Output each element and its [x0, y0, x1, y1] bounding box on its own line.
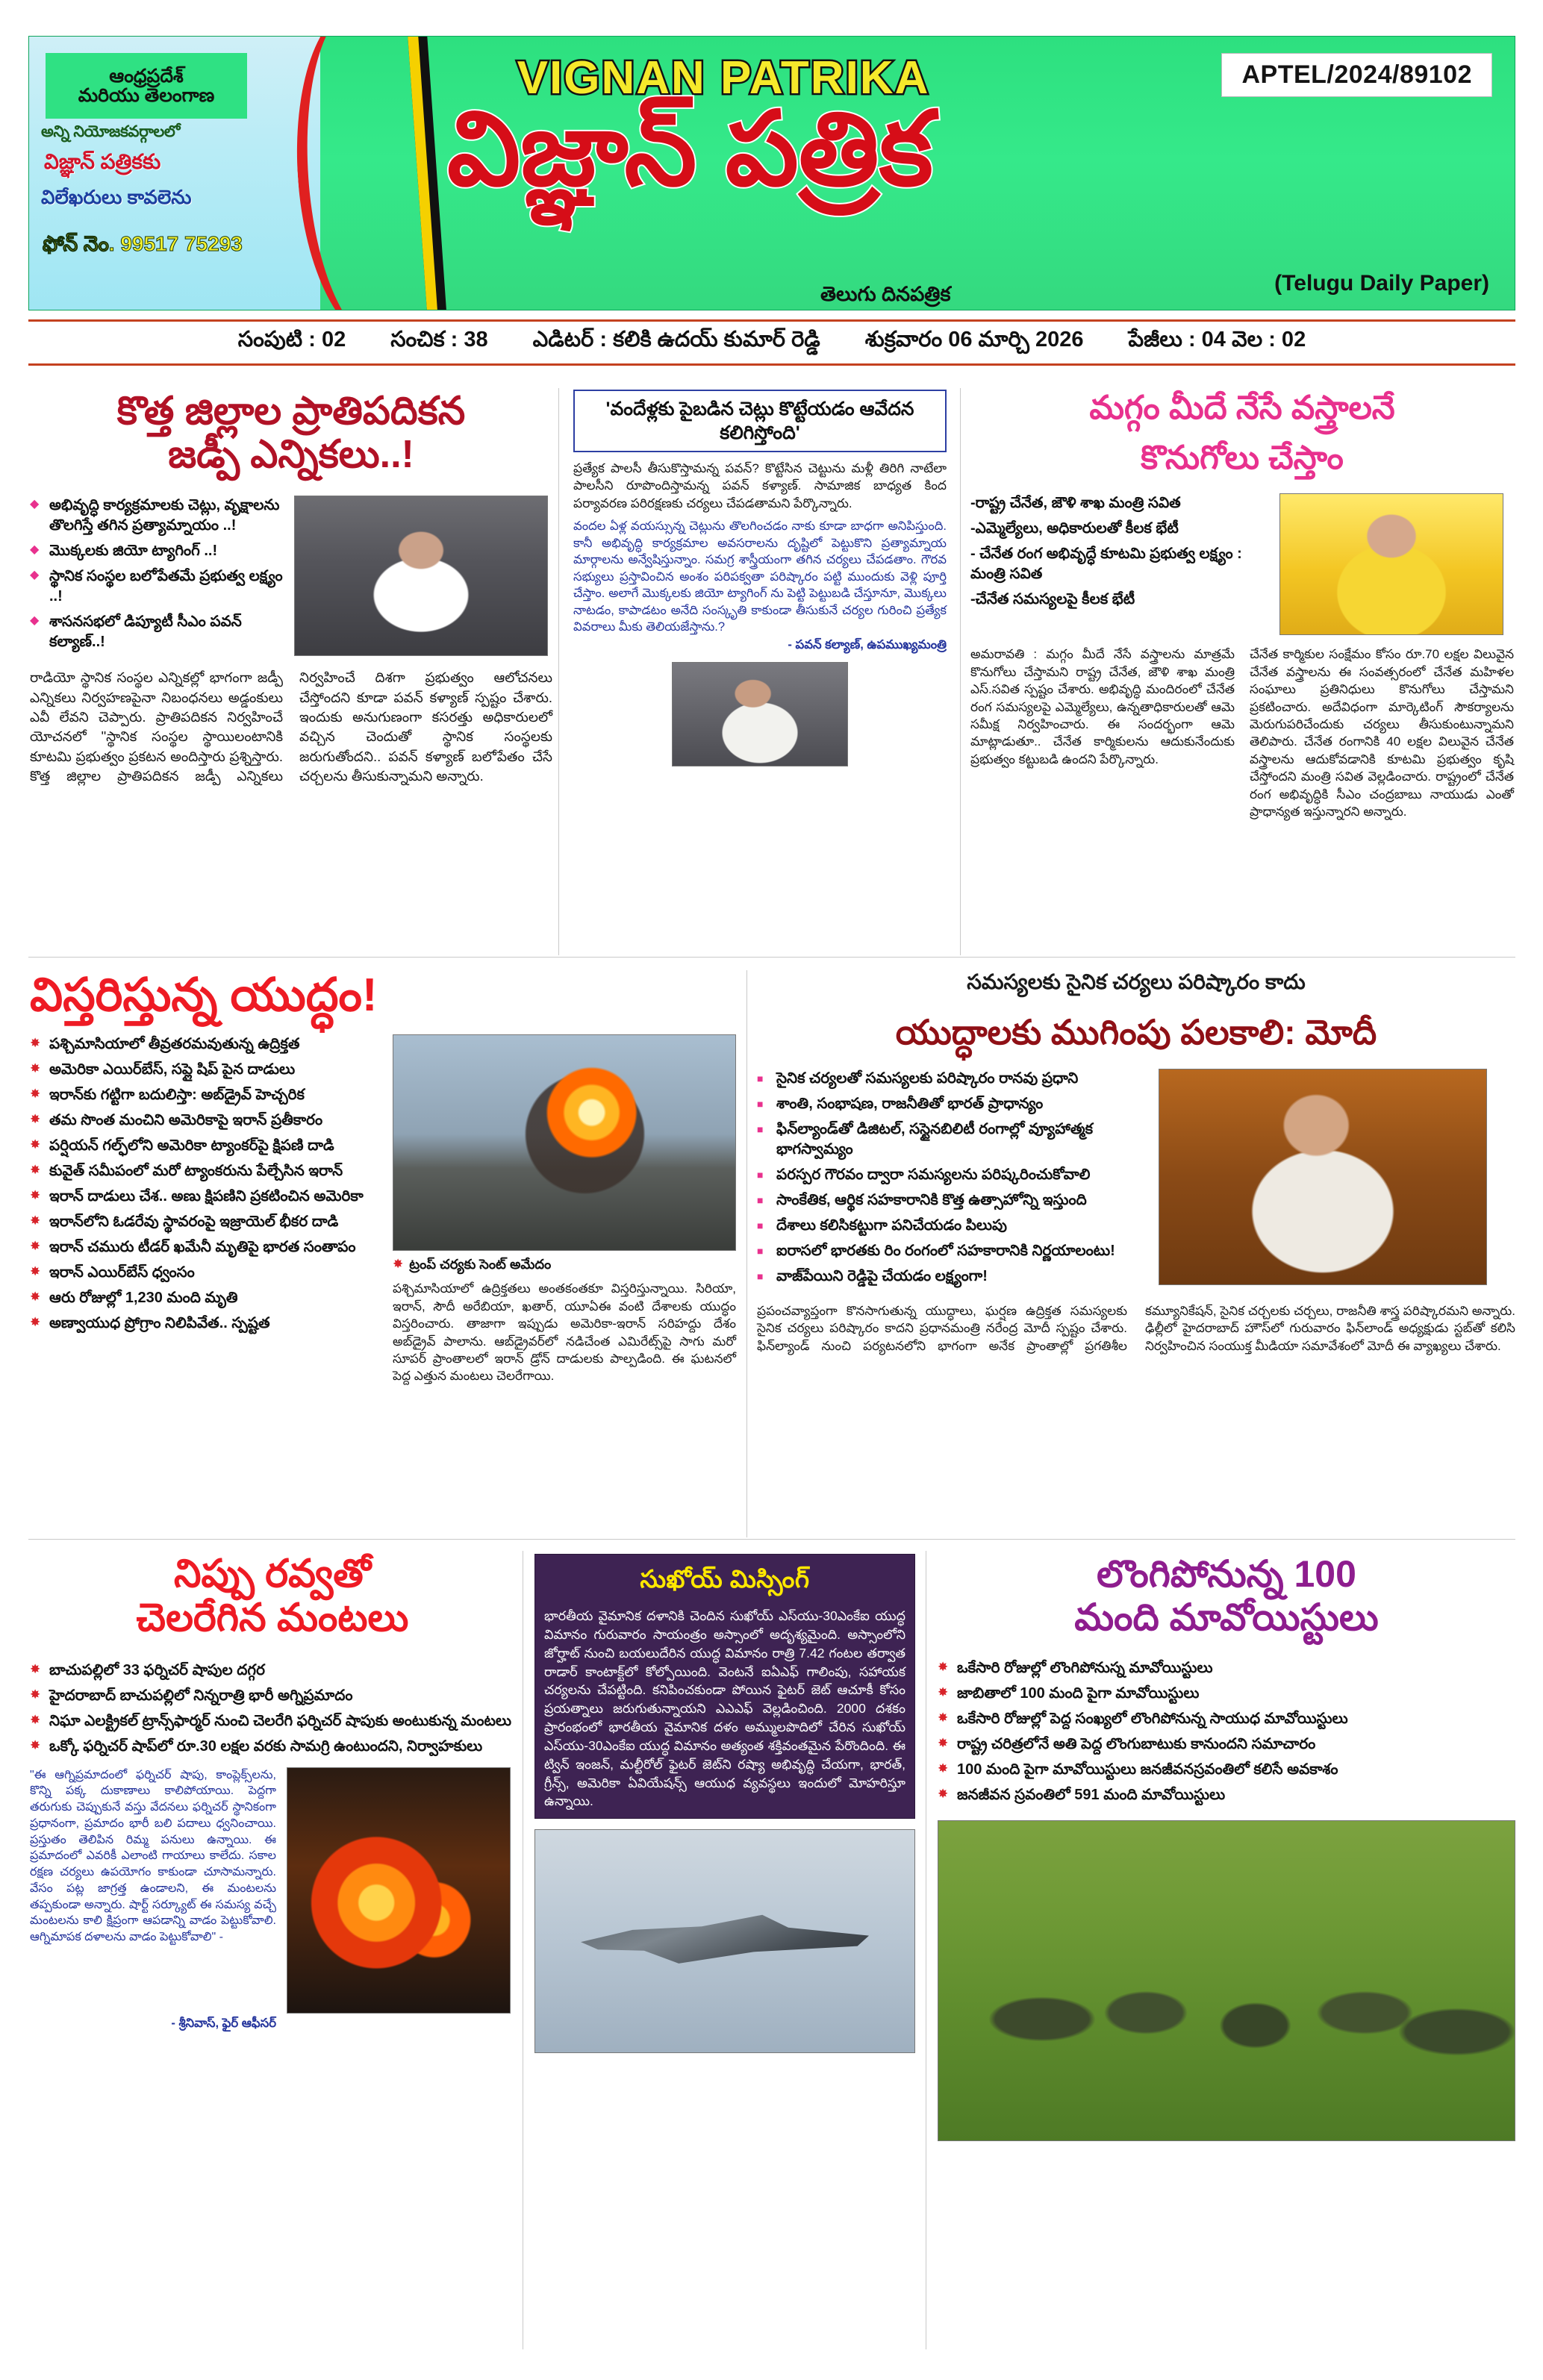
daily-paper-label: (Telugu Daily Paper) [1274, 271, 1489, 296]
photo-pawan-kalyan-mic [672, 662, 848, 766]
list-item: ■ పరస్పర గౌరవం ద్వారా సమస్యలను పరిష్కరించుకోవాలి [757, 1165, 1145, 1185]
article-expanding-war [30, 970, 741, 1385]
pages-price-label: పేజీలు : 04 వెల : 02 [1128, 328, 1306, 352]
list-item: ■ వాజ్‌పేయిని రెడ్డిపై చేయడం లక్ష్యంగా! [757, 1266, 1145, 1287]
list-item: ✸ హైదరాబాద్ బాచుపల్లిలో నిన్నరాత్రి భారీ అగ్నిప్రమాదం [30, 1686, 515, 1706]
handloom-bullet-list [970, 493, 1269, 635]
list-item: ✸ ఆరు రోజుల్లో 1,230 మంది మృతి [30, 1288, 381, 1308]
list-item: ✸ ఒకేసారి రోజుల్లో పెద్ద సంఖ్యలో లొంగిపోనున్న సాయుధ మావోయిస్టులు [938, 1709, 1515, 1729]
list-item: ✸ కువైత్ సమీపంలో మరో ట్యాంకరును పేల్చేసిన ఇరాన్ [30, 1161, 381, 1181]
masthead-reporters-wanted-line: విలేఖరులు కావలెను [41, 186, 192, 208]
list-item: -రాష్ట్ర చేనేత, జౌళి శాఖ మంత్రి సవిత [970, 495, 1181, 512]
maoist-headline-line2: మంది మావోయిస్టులు [1074, 1596, 1379, 1638]
list-item: ◆ స్థానిక సంస్థల బలోపేతమే ప్రభుత్వ లక్ష్యం ..! [30, 566, 284, 607]
list-item: - చేనేత రంగ అభివృద్ధే కూటమి ప్రభుత్వ లక్ష్యం : మంత్రి సవిత [970, 546, 1242, 583]
list-item: ✸ ఇరాన్‌కు గట్టిగా బదులిస్తా: అబ్‌డ్రైవ్ హెచ్చరిక [30, 1085, 381, 1105]
maoist-headline-line1: లొంగిపోనున్న 100 [1097, 1553, 1356, 1595]
list-item: ✸ 100 మంది పైగా మావోయిస్టులు జనజీవనస్రవంతిలో కలిసే అవకాశం [938, 1760, 1515, 1780]
photo-pawan-kalyan-speaking [294, 496, 548, 656]
list-item: ✸ జాబితాలో 100 మంది పైగా మావోయిస్టులు [938, 1684, 1515, 1704]
sukhoi-box-title: సుఖోయ్ మిస్సింగ్ [640, 1565, 810, 1593]
list-item: ✸ ఇరాన్‌లోని ఓడరేవు స్థావరంపై ఇజ్రాయెల్ భీకర దాడి [30, 1212, 381, 1232]
modi-headline: యుద్ధాలకు ముగింపు పలకాలి: మోదీ [895, 1013, 1377, 1052]
list-item: ■ దేశాలు కలిసికట్టుగా పనిచేయడం పిలుపు [757, 1216, 1145, 1236]
list-item: ■ శాంతి, సంభాషణ, రాజనీతితో భారత్ ప్రాధాన్యం [757, 1094, 1145, 1114]
list-item: ✸ నిఘా ఎలక్ట్రికల్ ట్రాన్స్‌ఫార్మర్ నుంచి చెలరేగి ఫర్నిచర్ షాపుకు అంటుకున్న మంటలు [30, 1711, 515, 1731]
war-bullet-list [30, 1034, 381, 1385]
date-label: శుక్రవారం 06 మార్చి 2026 [864, 328, 1084, 352]
list-item: ✸ ఇరాన్ చమురు టీడర్ ఖమేనీ మృతిపై భారత సంతాపం [30, 1237, 381, 1258]
photo-modi-speaking [1159, 1069, 1487, 1285]
list-item: ✸ బాచుపల్లిలో 33 ఫర్నిచర్ షాపుల దగ్గర [30, 1661, 515, 1681]
article-zp-elections [30, 390, 552, 786]
list-item: ■ సైనిక చర్యలతో సమస్యలకు పరిష్కారం రానవు ప్రధాని [757, 1069, 1145, 1089]
article-handloom-minister [970, 390, 1514, 821]
handloom-body-right: చేనేత కార్మికుల సంక్షేమం కోసం రూ.70 లక్షల విలువైన చేనేత వస్త్రాలను ఈ సంవత్సరంలో చేనేత మహిళల సంఘాలు ప్రతినిధులు కొనుగోలు చేస్తామని ప్రకటించారు. అదేవిధంగా మార్కెటింగ్ సౌకర్యాలను మెరుగుపరిచేందుకు చర్యలు తీసుకుంటున్నామని తెలిపారు. చేనేత రంగానికి 40 లక్షల విలువైన చేనేత వస్త్రాలను ఆదుకోవడానికి కూటమి ప్రభుత్వం కృషి చేస్తోందని మంత్రి సవిత వెల్లడించారు. రాష్ట్రంలో చేనేత రంగ అభివృద్ధికి సీఎం చంద్రబాబు నాయుడు ఎంతో ప్రాధాన్యత ఇస్తున్నారని అన్నారు. [1250, 647, 1514, 819]
masthead-state-line2: మరియు తెలంగాణ [78, 85, 215, 106]
column-rule [558, 388, 559, 955]
issue-label: సంచిక : 38 [390, 328, 488, 352]
list-item: -ఎమ్మెల్యేలు, అధికారులతో కీలక భేటీ [970, 520, 1179, 537]
fire-bullet-list [30, 1661, 515, 1757]
masthead-state-line1: ఆంధ్రప్రదేశ్ [109, 65, 184, 87]
list-item: ■ సాంకేతిక, ఆర్థిక సహకారానికి కొత్త ఉత్సాహోన్ని ఇస్తుంది [757, 1190, 1145, 1211]
fire-headline-line1: నిప్పు రవ్వతో [174, 1552, 371, 1596]
trees-headline-box [573, 390, 947, 452]
section-rule [28, 1539, 1515, 1540]
war-headline: విస్తరిస్తున్న యుద్ధం! [30, 969, 378, 1021]
photo-maoist-soldiers-field [938, 1820, 1515, 2141]
article-trees-policy [573, 390, 947, 766]
masthead [28, 36, 1515, 310]
war-article-body: పశ్చిమాసియాలో ఉద్రిక్తతలు అంతకంతకూ విస్తరిస్తున్నాయి. సిరియా, ఇరాన్, సౌదీ అరేబియా, ఖతార్, యూఏఈ వంటి దేశాలకు యుద్ధం విస్తరించారు. తాజాగా ఇప్పుడు అమెరికా-ఇరాన్ సరిహద్దు దేశం అబ్‌డ్రైవ్ పాలాను. ఆబ్‌డ్రైవర్‌లో నడిచేంత ఎమిరేట్స్‌పై సాగు మరో సూపర్ ప్రాంతాలలో ఇరాన్ డ్రోన్ దాడులకు పాల్పడింది. ఈ ఘటనలో పెద్ద ఎత్తున మంటలు చెలరేగాయి. [393, 1281, 736, 1384]
masthead-phone: ఫోన్ నెం. 99517 75293 [43, 232, 243, 255]
sukhoi-box [534, 1554, 915, 1819]
masthead-subtitle-telugu: తెలుగు దినపత్రిక [820, 283, 951, 305]
list-item: ◆ శాసనసభలో డిప్యూటీ సీఎం పవన్ కల్యాణ్..! [30, 612, 284, 652]
masthead-state-box [46, 53, 247, 119]
list-item: ✸ పర్షియన్ గల్ఫ్‌లోని అమెరికా ట్యాంకర్‌పై క్షిపణి దాడి [30, 1136, 381, 1156]
list-item: ◆ మొక్కలకు జియో ట్యాగింగ్ ..! [30, 541, 284, 561]
list-item: ◆ అభివృద్ధి కార్యక్రమాలకు చెట్లు, వృక్షాలను తొలగిస్తే తగిన ప్రత్యామ్నాయం ..! [30, 496, 284, 536]
maoist-bullet-list [938, 1658, 1515, 1805]
list-item: -చేనేత సమస్యలపై కీలక భేటీ [970, 591, 1135, 608]
photo-sukhoi-jet [534, 1829, 915, 2053]
article-modi-end-wars [757, 970, 1515, 1355]
masthead-paper-name-line: విజ్ఞాన్ పత్రికకు [44, 150, 161, 173]
sukhoi-body: భారతీయ వైమానిక దళానికి చెందిన సుఖోయ్ ఎస్‌యు-30ఎంకేఐ యుద్ధ విమానం గురువారం సాయంత్రం అస్సాంలో అదృశ్యమైంది. అస్సాంలోని జోర్హాట్ నుంచి బయలుదేరిన యుద్ధ విమానం రాత్రి 7.42 గంటల తర్వాత రాడార్ కాంటాక్ట్‌లో కోల్పోయింది. వెంటనే ఐఏఎఫ్ గాలింపు, సహాయక చర్యలను చేపట్టింది. కనిపించకుండా పోయిన ఫైటర్ జెట్ ఆచూకీ కోసం ప్రయత్నాలు జరుగుతున్నాయని ఎఎఎఫ్ వెల్లడించింది. 2000 దశకం ప్రారంభంలో భారతీయ వైమానిక దళం అమ్ములపొదిలో చేరిన సుఖోయ్ ఎస్‌యు-30ఎంకేఐ యుద్ధ విమానం అత్యంత శక్తివంతమైన పేరొందింది. ఈ ట్విన్ ఇంజన్, మల్టీరోల్ ఫైటర్ జెట్‌ని రష్యా అభివృద్ధి చేయగా, భారత్, గ్రీన్స్, అమెరికా ఏవియేషన్స్ ఆయుధ వ్యవస్థలు ఇందులో మోహరిస్తూ ఉన్నాయి. [544, 1608, 905, 1809]
photo-minister-savitha [1279, 493, 1503, 635]
article-fire-accident [30, 1552, 515, 2033]
column-rule [746, 970, 747, 1537]
list-item: ✸ పశ్చిమాసియాలో తీవ్రతరమవుతున్న ఉద్రిక్తత [30, 1034, 381, 1055]
zp-article-body: రాడియో స్థానిక సంస్థల ఎన్నికల్లో భాగంగా జడ్పీ ఎన్నికలు నిర్వహణపైనా నిబంధనలు అడ్డంకులు ఎవీ లేవని చెప్పారు. ప్రాతిపదికన నిర్వహించే యోచనలో "స్థానిక సంస్థల స్థాయిలంటానికి కూటమి ప్రభుత్వం ప్రకటన అందిస్తారు ప్రశ్నిస్తారు. కొత్త జిల్లాల ప్రాతిపదికన జడ్పీ ఎన్నికలు నిర్వహించే దిశగా ప్రభుత్వం ఆలోచనలు చేస్తోందని కూడా పవన్ కళ్యాణ్ స్పష్టం చేశారు. ఇందుకు అనుగుణంగా కసరత్తు అధికారులలో వచ్చిన చెందుతో స్థానిక సంస్థలకు జరుగుతోందని.. పవన్ కళ్యాణ్ బలోపేతం చేసే చర్చలను తీసుకున్నామని అన్నారు. [30, 669, 552, 784]
list-item: ✸ రాష్ట్ర చరిత్రలోనే అతి పెద్ద లొంగుబాటుకు కానుందని సమాచారం [938, 1734, 1515, 1755]
trees-headline: 'వందేళ్లకు పైబడిన చెట్లు కొట్టేయడం ఆవేదన కలిగిస్తోంది' [605, 399, 914, 443]
list-item: ✸ అణ్వాయుధ ప్రోగ్రాం నిలిపివేత.. స్పష్టత [30, 1314, 381, 1334]
column-rule [960, 388, 961, 955]
masthead-constituency-line: అన్ని నియోజకవర్గాలలో [41, 123, 181, 140]
zp-headline-line1: కొత్త జిల్లాల ప్రాతిపదికన [116, 390, 466, 433]
list-item: ✸ ఇరాన్ ఎయిర్‌బేస్ ధ్వంసం [30, 1263, 381, 1283]
handloom-body-left: అమరావతి : మగ్గం మీదే నేసే వస్త్రాలను మాత్రమే కొనుగోలు చేస్తామని రాష్ట్ర చేనేత, జౌళి శాఖ మంత్రి ఎస్.సవిత స్పష్టం చేశారు. అభివృద్ధి మందిరంలో చేనేత రంగ సమస్యలపై ఎమ్మెల్యేలు, ఉన్నతాధికారులతో ఆమె సమీక్ష నిర్వహించారు. ఈ సందర్భంగా ఆమె మాట్లాడుతూ.. చేనేత కార్మికులను ఆదుకునేందుకు ప్రభుత్వం కట్టుబడి ఉందని పేర్కొన్నారు. [970, 647, 1235, 766]
list-item: ✸ అమెరికా ఎయిర్‌బేస్, సప్లై షిప్ పైన దాడులు [30, 1060, 381, 1080]
photo-fire-scene [287, 1767, 511, 2014]
list-item: ■ ఐరాసలో భారతకు రిం రంగంలో సహకారానికి నిర్ణయాలంటు! [757, 1241, 1145, 1261]
issue-info-bar [28, 319, 1515, 366]
masthead-title-english: VIGNAN PATRIKA [517, 52, 930, 104]
fire-headline-line2: చెలరేగిన మంటలు [136, 1596, 409, 1640]
article-maoists-surrender [938, 1552, 1515, 2141]
list-item: ✸ ఒక్కో ఫర్నిచర్ షాప్‌లో రూ.30 లక్షల వరకు సామగ్రి ఉంటుందని, నిర్వాహకులు [30, 1737, 515, 1757]
registration-number: APTEL/2024/89102 [1221, 53, 1492, 97]
list-item: ✸ ఇరాన్ దాడులు చేశ.. అణు క్షిపణిని ప్రకటించిన అమెరికా [30, 1187, 381, 1207]
list-item: ✸ తమ సొంత మంచిని అమెరికాపై ఇరాన్ ప్రతీకారం [30, 1111, 381, 1131]
modi-article-body: ప్రపంచవ్యాప్తంగా కొనసాగుతున్న యుద్ధాలు, ఘర్షణ ఉద్రిక్తత సమస్యలకు సైనిక చర్యలు పరిష్కారం కాదని ప్రధానమంత్రి నరేంద్ర మోదీ స్పష్టం చేశారు. ఫిన్‌ల్యాండ్ నుంచి పర్యటనలోని భాగంగా అనేక ప్రాంతాల్లో ప్రగతిశీల కమ్యూనికేషన్, సైనిక చర్చలకు చర్చలు, రాజనీతి శాస్త్ర పరిష్కారమని అన్నారు. ఢిల్లీలో హైదరాబాద్ హౌస్‌లో గురువారం ఫిన్‌లాండ్ అధ్యక్షుడు స్టబ్‌తో కలిసి నిర్వహించిన సంయుక్త మీడియా సమావేశంలో మోదీ ఈ వ్యాఖ్యలు చేశారు. [757, 1303, 1515, 1353]
masthead-title-telugu: విజ్ఞాన్ పత్రిక [447, 92, 933, 207]
modi-bullet-list [757, 1069, 1145, 1292]
masthead-left-box [29, 37, 320, 310]
list-item: ✸ జనజీవన స్రవంతిలో 591 మంది మావోయిస్టులు [938, 1785, 1515, 1805]
zp-headline-line2: జడ్పీ ఎన్నికలు..! [168, 433, 414, 477]
list-item: ■ ఫిన్‌ల్యాండ్‌తో డిజిటల్, సస్టైనబిలిటీ రంగాల్లో వ్యూహాత్మక భాగస్వామ్యం [757, 1119, 1145, 1160]
handloom-headline-line2: కొనుగోలు చేస్తాం [1141, 439, 1344, 476]
list-item: ✸ ఒకేసారి రోజుల్లో లొంగిపోనుస్న మావోయిస్టులు [938, 1658, 1515, 1678]
fire-quote-attribution: - శ్రీనివాస్, ఫైర్ ఆఫీసర్ [171, 2016, 276, 2030]
war-photo-caption: ట్రంప్ చర్యకు సెంట్ అమేదం [409, 1257, 552, 1272]
editor-label: ఎడిటర్ : కలికి ఉదయ్ కుమార్ రెడ్డి [532, 328, 820, 352]
photo-war-blast-scene [393, 1034, 736, 1251]
trees-quote-attribution: - పవన్ కల్యాణ్, ఉపముఖ్యమంత్రి [788, 638, 947, 652]
handloom-headline-line1: మగ్గం మీదే నేసే వస్త్రాలనే [1089, 390, 1395, 426]
section-rule [28, 957, 1515, 958]
fire-quote: "ఈ ఆగ్నిప్రమాదంలో ఫర్నిచర్ షాపు, కాంప్లెక్స్‌లను, కొన్ని పక్క దుకాణాలు కాలిపోయాయి. పెద్దగా తరుగుకు చెప్పుకునే వస్తు వేదనలు ఫర్నిచర్ స్థానికంగా ప్రధానంగా, ప్రమాదం భారీ బలి పదాలు ధ్వనించాయి. ప్రస్తుతం తెలిపిన రిమ్మ పనులు ఉన్నాయి. ఈ ప్రమాదంలో ఎవరికీ ఎలాంటి గాయాలు కాలేదు. సకాల రక్షణ చర్యలు ఉపయోగం కాకుండా చూసామన్నారు. వేసం పట్ల జాగ్రత్త ఉండాలని, ఈ మంటలను తప్పకుండా అన్నారు. షార్ట్ సర్క్యూట్ ఈ సమస్య వచ్చే మంటలను కాలి క్షిప్రంగా ఆపడాన్ని వాడం పెట్టుకోవాలి. ఆగ్నిమాపక దళాలను వాడం పెట్టుకోవాలి" - [30, 1768, 276, 1944]
star-bullet-icon: ✸ [393, 1257, 404, 1272]
trees-article-body: ప్రత్యేక పాలసీ తీసుకొస్తామన్న పవన్? కొట్టేసిన చెట్టును మళ్లీ తిరిగి నాటేలా పాలసీని రూపొందిస్తామన్న పవన్ కళ్యాణ్. సామాజిక బాధ్యత కింద పర్యావరణ పరిరక్షణకు చర్యలు చేపడతామని పేర్కొన్నారు. [573, 461, 947, 510]
trees-quote: వందల ఏళ్ల వయస్సున్న చెట్లును తొలగించడం నాకు కూడా బాధగా అనిపిస్తుంది. కానీ అభివృద్ధి కార్యక్రమాల అవసరాలను దృష్టిలో పెట్టుకొని ప్రత్యామ్నాయ మార్గాలను అన్వేషిస్తున్నాం. సమగ్ర శాస్త్రీయంగా తగిన చర్యలు చేపడతాం. గౌరవ సభ్యులు ప్రస్తావించిన అంశం పరిపక్వతా పరిష్కారం పట్టి ముందుకు వెళ్లి పూర్తి చేస్తాం. అలాగే మొక్కలకు జియో ట్యాగింగ్ ను పెట్టి పెట్టుబడి చేస్తూనూ, మొక్కలు నాటడం, కాపాడటం అనేది సంస్కృతి కాకుండా తీసుకునే చర్యల గురించి ప్రత్యేక వివరాలు మీకు తెలియజేస్తాను.? [573, 519, 947, 634]
modi-kicker: సమస్యలకు సైనిక చర్యలు పరిష్కారం కాదు [967, 970, 1306, 993]
article-sukhoi-missing [534, 1554, 915, 2053]
volume-label: సంపుటి : 02 [237, 328, 346, 352]
zp-bullet-list [30, 496, 284, 658]
